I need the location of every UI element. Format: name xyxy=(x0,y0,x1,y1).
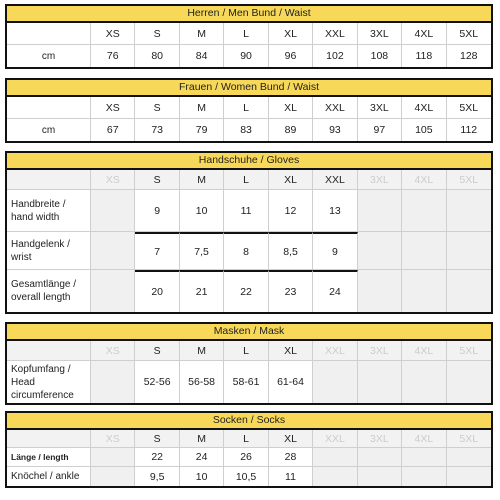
row-label: Handbreite / hand width xyxy=(7,190,91,232)
women-cm-row xyxy=(7,119,491,141)
size-4xl: 4XL xyxy=(402,430,446,448)
value-cell: 7 xyxy=(135,232,179,270)
men-cm-row xyxy=(7,45,491,67)
value-cell: 23 xyxy=(269,270,313,312)
value-cell: 28 xyxy=(269,448,313,467)
value-cell: 90 xyxy=(224,45,268,67)
value-cell: 9,5 xyxy=(135,467,179,486)
size-s: S xyxy=(135,170,179,190)
gloves-title: Handschuhe / Gloves xyxy=(7,153,491,170)
value-cell: 22 xyxy=(224,270,268,312)
value-cell: 105 xyxy=(402,119,446,141)
empty-cell xyxy=(447,361,491,403)
size-m: M xyxy=(180,23,224,45)
size-3xl: 3XL xyxy=(358,23,402,45)
mask-table xyxy=(5,322,493,405)
value-cell: 118 xyxy=(402,45,446,67)
value-cell: 8,5 xyxy=(269,232,313,270)
empty-cell xyxy=(447,270,491,312)
size-xl: XL xyxy=(269,341,313,361)
empty-cell xyxy=(358,448,402,467)
empty-cell xyxy=(358,270,402,312)
size-l: L xyxy=(224,97,268,119)
value-cell: 9 xyxy=(135,190,179,232)
size-xxl: XXL xyxy=(313,97,357,119)
value-cell: 52-56 xyxy=(135,361,179,403)
empty-cell xyxy=(91,232,135,270)
size-m: M xyxy=(180,430,224,448)
value-cell: 24 xyxy=(313,270,357,312)
gloves-table xyxy=(5,151,493,314)
size-s: S xyxy=(135,430,179,448)
socks-size-header-row xyxy=(7,430,491,448)
mask-size-header-row xyxy=(7,341,491,361)
size-xl: XL xyxy=(269,170,313,190)
size-m: M xyxy=(180,341,224,361)
size-5xl: 5XL xyxy=(447,23,491,45)
row-label: Handgelenk / wrist xyxy=(7,232,91,270)
header-blank xyxy=(7,341,91,361)
size-m: M xyxy=(180,97,224,119)
size-3xl: 3XL xyxy=(358,170,402,190)
empty-cell xyxy=(402,232,446,270)
mask-row-head-circumference xyxy=(7,361,491,403)
value-cell: 11 xyxy=(224,190,268,232)
empty-cell xyxy=(91,361,135,403)
value-cell: 61-64 xyxy=(269,361,313,403)
empty-cell xyxy=(313,361,357,403)
size-3xl: 3XL xyxy=(358,341,402,361)
value-cell: 26 xyxy=(224,448,268,467)
value-cell: 102 xyxy=(313,45,357,67)
unit-label: cm xyxy=(7,45,91,67)
empty-cell xyxy=(313,448,357,467)
value-cell: 13 xyxy=(313,190,357,232)
empty-cell xyxy=(447,448,491,467)
unit-label: cm xyxy=(7,119,91,141)
socks-row-ankle xyxy=(7,467,491,486)
row-label: Länge / length xyxy=(7,448,91,467)
empty-cell xyxy=(447,190,491,232)
size-l: L xyxy=(224,170,268,190)
size-5xl: 5XL xyxy=(447,170,491,190)
value-cell: 10 xyxy=(180,467,224,486)
empty-cell xyxy=(402,361,446,403)
size-xl: XL xyxy=(269,430,313,448)
size-xs: XS xyxy=(91,170,135,190)
row-label: Knöchel / ankle xyxy=(7,467,91,486)
value-cell: 22 xyxy=(135,448,179,467)
size-xxl: XXL xyxy=(313,341,357,361)
empty-cell xyxy=(402,448,446,467)
size-xs: XS xyxy=(91,23,135,45)
value-cell: 76 xyxy=(91,45,135,67)
empty-cell xyxy=(358,361,402,403)
gloves-row-wrist xyxy=(7,232,491,270)
value-cell: 84 xyxy=(180,45,224,67)
value-cell: 21 xyxy=(180,270,224,312)
size-xxl: XXL xyxy=(313,23,357,45)
size-xl: XL xyxy=(269,23,313,45)
value-cell: 89 xyxy=(269,119,313,141)
size-5xl: 5XL xyxy=(447,97,491,119)
socks-row-length xyxy=(7,448,491,467)
value-cell: 97 xyxy=(358,119,402,141)
size-s: S xyxy=(135,341,179,361)
value-cell: 93 xyxy=(313,119,357,141)
value-cell: 10 xyxy=(180,190,224,232)
value-cell: 83 xyxy=(224,119,268,141)
header-blank xyxy=(7,97,91,119)
empty-cell xyxy=(91,270,135,312)
row-label: Gesamtlänge / overall length xyxy=(7,270,91,312)
value-cell: 58-61 xyxy=(224,361,268,403)
size-4xl: 4XL xyxy=(402,170,446,190)
value-cell: 73 xyxy=(135,119,179,141)
empty-cell xyxy=(402,467,446,486)
size-xxl: XXL xyxy=(313,430,357,448)
men-waist-table xyxy=(5,4,493,69)
size-l: L xyxy=(224,23,268,45)
header-blank xyxy=(7,430,91,448)
value-cell: 80 xyxy=(135,45,179,67)
empty-cell xyxy=(91,190,135,232)
row-label: Kopfumfang / Head circumference xyxy=(7,361,91,403)
empty-cell xyxy=(358,467,402,486)
empty-cell xyxy=(313,467,357,486)
size-l: L xyxy=(224,341,268,361)
size-3xl: 3XL xyxy=(358,97,402,119)
size-4xl: 4XL xyxy=(402,23,446,45)
size-s: S xyxy=(135,97,179,119)
value-cell: 20 xyxy=(135,270,179,312)
women-waist-title: Frauen / Women Bund / Waist xyxy=(7,80,491,97)
size-5xl: 5XL xyxy=(447,430,491,448)
men-waist-title: Herren / Men Bund / Waist xyxy=(7,6,491,23)
value-cell: 24 xyxy=(180,448,224,467)
value-cell: 128 xyxy=(460,50,478,62)
size-s: S xyxy=(135,23,179,45)
mask-title: Masken / Mask xyxy=(7,324,491,341)
size-xxl: XXL xyxy=(313,170,357,190)
men-size-header-row xyxy=(7,23,491,45)
value-cell: 10,5 xyxy=(224,467,268,486)
empty-cell xyxy=(402,270,446,312)
header-blank xyxy=(7,170,91,190)
empty-cell xyxy=(447,232,491,270)
gloves-size-header-row xyxy=(7,170,491,190)
gloves-row-hand-width xyxy=(7,190,491,232)
size-l: L xyxy=(224,430,268,448)
size-m: M xyxy=(180,170,224,190)
value-cell: 108 xyxy=(358,45,402,67)
size-4xl: 4XL xyxy=(402,97,446,119)
empty-cell xyxy=(91,467,135,486)
size-3xl: 3XL xyxy=(358,430,402,448)
empty-cell xyxy=(447,467,491,486)
size-xs: XS xyxy=(91,97,135,119)
value-cell: 56-58 xyxy=(180,361,224,403)
value-cell: 9 xyxy=(313,232,357,270)
value-cell: 96 xyxy=(269,45,313,67)
size-4xl: 4XL xyxy=(402,341,446,361)
size-xs: XS xyxy=(91,430,135,448)
size-xs: XS xyxy=(91,341,135,361)
value-cell: 7,5 xyxy=(180,232,224,270)
empty-cell xyxy=(91,448,135,467)
gloves-row-overall-length xyxy=(7,270,491,312)
empty-cell xyxy=(358,232,402,270)
value-cell: 79 xyxy=(180,119,224,141)
header-blank xyxy=(7,23,91,45)
empty-cell xyxy=(358,190,402,232)
value-cell: 8 xyxy=(224,232,268,270)
value-cell: 112 xyxy=(460,124,478,136)
value-cell: 67 xyxy=(91,119,135,141)
women-size-header-row xyxy=(7,97,491,119)
value-cell: 12 xyxy=(269,190,313,232)
empty-cell xyxy=(402,190,446,232)
size-5xl: 5XL xyxy=(447,341,491,361)
women-waist-table xyxy=(5,78,493,143)
socks-title: Socken / Socks xyxy=(7,413,491,430)
size-xl: XL xyxy=(269,97,313,119)
value-cell: 11 xyxy=(269,467,313,486)
socks-table xyxy=(5,411,493,488)
